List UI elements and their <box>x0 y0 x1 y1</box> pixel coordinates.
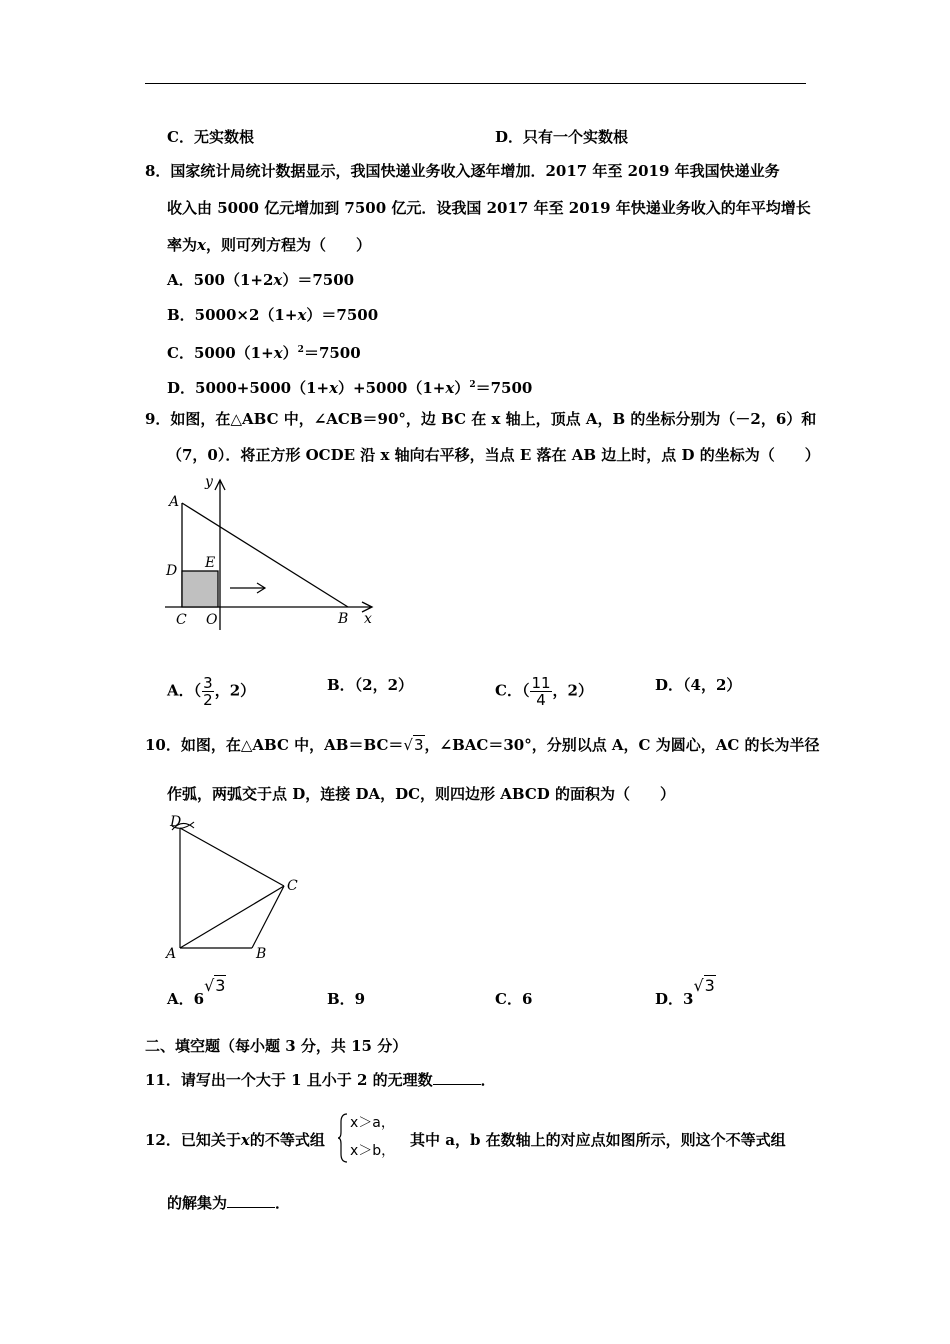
q9-label-b: B <box>338 611 349 627</box>
q12-line1-left: 12．已知关于x的不等式组 <box>145 1131 325 1149</box>
section2-title: 二、填空题（每小题 3 分，共 15 分） <box>145 1037 408 1055</box>
q9-line2: （7，0）．将正方形 OCDE 沿 x 轴向右平移，当点 E 落在 AB 边上时，点 D 的坐标为（ ） <box>167 446 820 464</box>
q9-square-ocde <box>182 571 218 607</box>
q11-text: 11．请写出一个大于 1 且小于 2 的无理数 ． <box>145 1071 496 1089</box>
q9-line1: 9．如图，在△ABC 中，∠ACB＝90°，边 BC 在 x 轴上，顶点 A，B 的坐标分别为（－2，6）和 <box>145 410 817 428</box>
q9-label-c: C <box>176 612 187 628</box>
q12-inequality-1: x＞a， <box>350 1115 395 1131</box>
q9-label-o: O <box>206 612 218 628</box>
q10-line1: 10．如图，在△ABC 中，AB＝BC＝√3，∠BAC＝30°，分别以点 A，C 为圆心，AC 的长为半径 <box>145 736 820 754</box>
q10-figure <box>160 810 310 962</box>
q10-label-d: D <box>170 814 182 830</box>
q8-option-a: A．500（1+2x）＝7500 <box>167 271 355 289</box>
q12-inequality-2: x＞b， <box>350 1143 396 1159</box>
q9-option-b: B．（2，2） <box>327 676 414 694</box>
q10-option-b: B．9 <box>327 990 366 1008</box>
header-rule <box>145 83 806 84</box>
q10-label-a: A <box>166 946 177 962</box>
q10-label-b: B <box>256 946 267 962</box>
q7-option-c: C．无实数根 <box>167 128 254 146</box>
q10-line2: 作弧，两弧交于点 D，连接 DA，DC，则四边形 ABCD 的面积为（ ） <box>167 785 676 803</box>
q9-option-a: A．（ $\frac{3}{2}$ ，2） <box>167 674 256 709</box>
q12-line2: 的解集为 ． <box>167 1194 291 1212</box>
q9-label-x: x <box>364 611 372 627</box>
q10-side-dc <box>180 828 284 886</box>
q12-line1-right: 其中 a，b 在数轴上的对应点如图所示，则这个不等式组 <box>410 1131 786 1149</box>
q8-option-c: C．$5000(1+x)^2=7500$ <box>167 344 361 362</box>
q11-answer-blank[interactable] <box>433 1070 481 1085</box>
q8-option-b: B．5000×2（1+x）＝7500 <box>167 306 379 324</box>
q9-label-e: E <box>205 555 216 571</box>
q8-option-d: D．$5000+5000(1+x)+5000(1+x)^2=7500$ <box>167 379 533 397</box>
q10-label-c: C <box>287 878 298 894</box>
q9-figure <box>160 470 390 635</box>
q9-option-c-fraction: $\frac{11}{4}$ <box>531 674 551 709</box>
q10-option-c: C．6 <box>495 990 533 1008</box>
q12-answer-blank[interactable] <box>227 1193 275 1208</box>
q8-line2: 收入由 5000 亿元增加到 7500 亿元．设我国 2017 年至 2019 年快递业务收入的年平均增长 <box>167 199 811 217</box>
q9-option-d: D．（4，2） <box>655 676 742 694</box>
q12-brace <box>337 1112 349 1164</box>
q9-option-a-fraction: $\frac{3}{2}$ <box>203 674 213 709</box>
q8-line1: 8．国家统计局统计数据显示，我国快递业务收入逐年增加．2017 年至 2019 年我国快递业务 <box>145 162 780 180</box>
q9-label-d: D <box>166 563 178 579</box>
q10-sqrt: √3 <box>403 736 424 754</box>
q9-option-c: C．（ $\frac{11}{4}$ ，2） <box>495 674 593 709</box>
q9-label-y: y <box>205 474 213 490</box>
q10-option-a: A．6√3 <box>167 976 226 1008</box>
q10-option-d: D．3√3 <box>655 976 715 1008</box>
q7-option-d: D．只有一个实数根 <box>495 128 629 146</box>
q9-label-a: A <box>169 494 180 510</box>
q8-line3: 率为x，则可列方程为（ ） <box>167 236 371 254</box>
